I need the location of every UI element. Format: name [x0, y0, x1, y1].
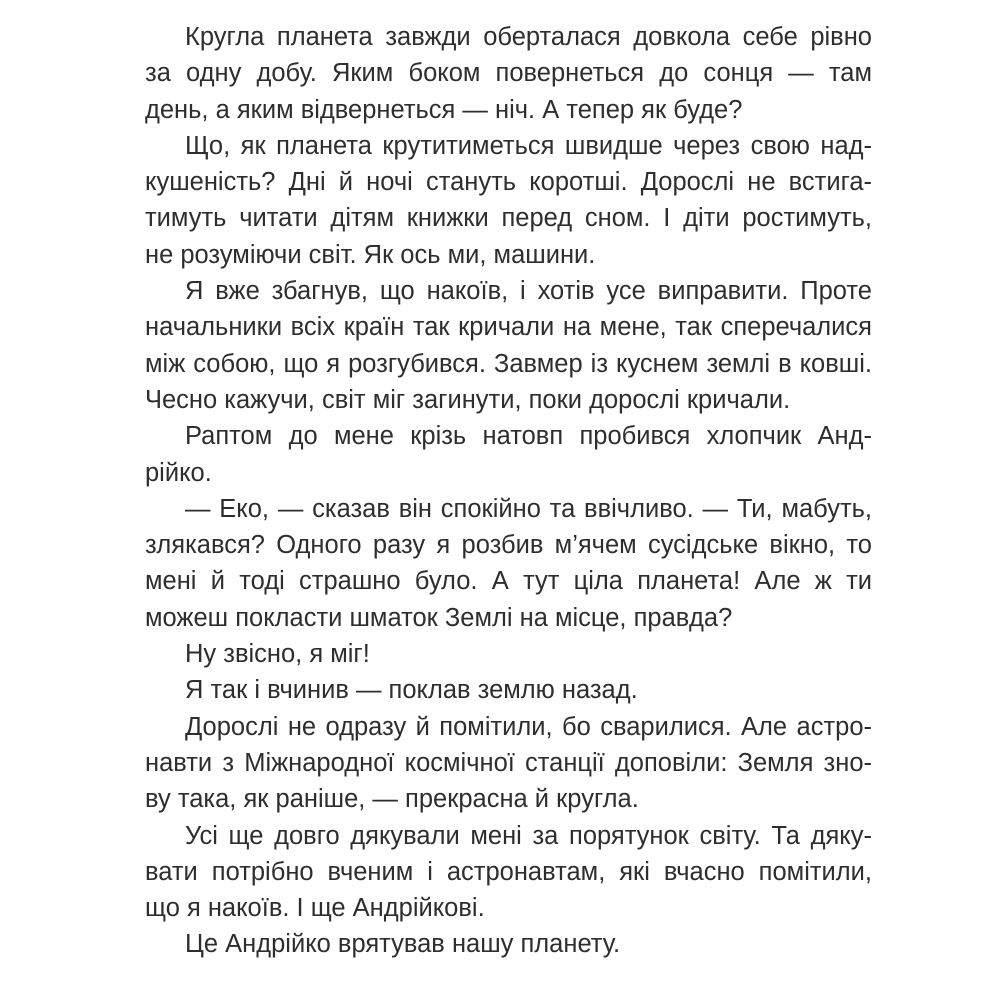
book-page-text	[145, 19, 872, 963]
text-line: день, а яким відвернеться — ніч. А тепер як буде?	[145, 95, 743, 124]
text-line: начальники всіх країн так кричали на мене, так сперечалися	[145, 313, 872, 342]
text-line: між собою, що я розгубився. Завмер із куснем землі в ковші.	[145, 349, 872, 378]
text-line: Чесно кажучи, світ міг загинути, поки дорослі кричали.	[145, 385, 791, 414]
text-line: Раптом до мене крізь натовп пробився хлопчик Анд-	[185, 422, 872, 451]
text-line: кушеність? Дні й ночі стануть коротші. Дорослі не встига-	[145, 168, 872, 197]
text-line: рійко.	[145, 458, 212, 487]
text-line: Ну звісно, я міг!	[185, 640, 370, 669]
text-line: тимуть читати дітям книжки перед сном. І діти ростимуть,	[145, 204, 872, 233]
text-line: вати потрібно вченим і астронавтам, які вчасно помітили,	[145, 857, 872, 886]
text-line: Я так і вчинив — поклав землю назад.	[185, 676, 638, 705]
text-line: злякався? Одного разу я розбив м’ячем сусідське вікно, то	[145, 531, 872, 560]
text-line: Усі ще довго дякували мені за порятунок світу. Та дяку-	[185, 821, 872, 850]
text-line: — Еко, — сказав він спокійно та ввічливо. — Ти, мабуть,	[185, 494, 872, 523]
text-line: ву така, як раніше, — прекрасна й кругла.	[145, 785, 639, 814]
text-line: можеш покласти шматок Землі на місце, правда?	[145, 603, 733, 632]
text-line: за одну добу. Яким боком повернеться до сонця — там	[145, 59, 872, 88]
text-line: Кругла планета завжди оберталася довкола себе рівно	[185, 23, 872, 51]
text-line: Дорослі не одразу й помітили, бо сварилися. Але астро-	[185, 712, 872, 741]
text-line: мені й тоді страшно було. А тут ціла планета! Але ж ти	[145, 567, 872, 596]
text-line: Я вже збагнув, що накоїв, і хотів усе виправити. Проте	[185, 277, 872, 306]
text-line: Це Андрійко врятував нашу планету.	[185, 930, 621, 959]
text-line: Що, як планета крутитиметься швидше через свою над-	[185, 131, 872, 160]
text-line: не розуміючи світ. Як ось ми, машини.	[145, 240, 596, 269]
text-line: що я накоїв. І ще Андрійкові.	[145, 894, 485, 923]
text-line: навти з Міжнародної космічної станції доповіли: Земля зно-	[145, 748, 872, 777]
